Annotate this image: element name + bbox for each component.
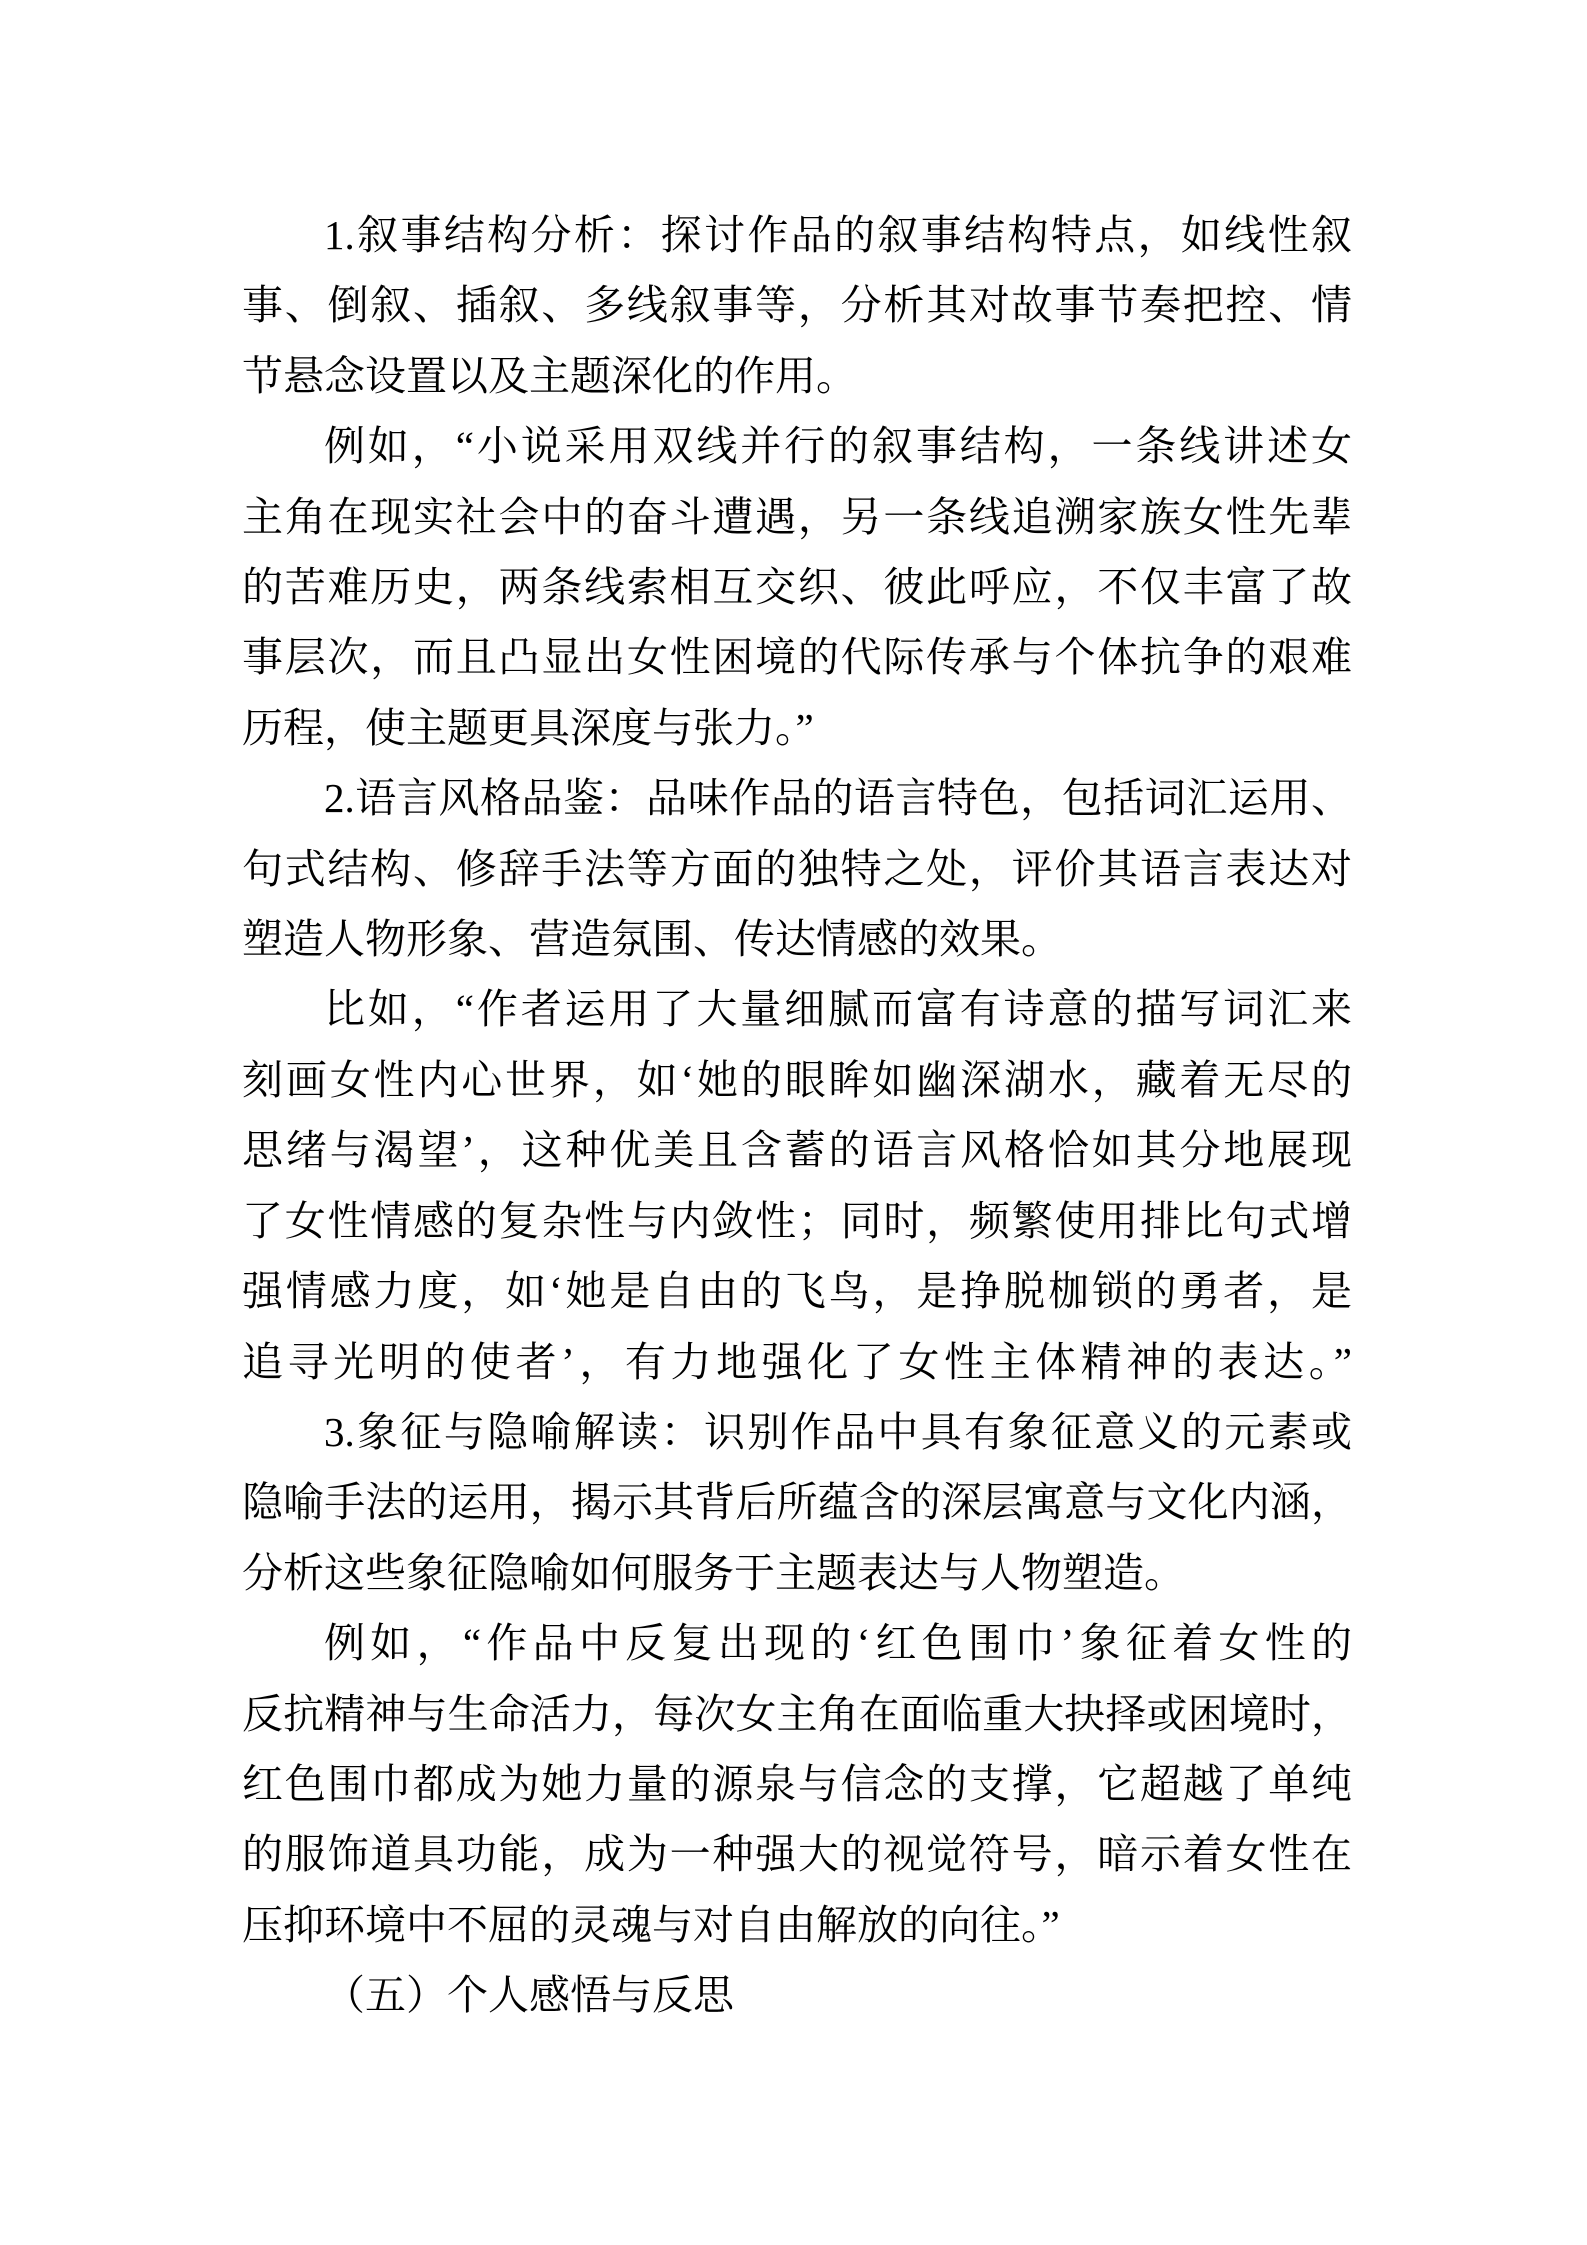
- text-line: 强情感力度，如‘她是自由的飞鸟，是挣脱枷锁的勇者，是: [242, 1268, 1352, 1315]
- text-line: 主角在现实社会中的奋斗遭遇，另一条线追溯家族女性先辈: [242, 493, 1352, 540]
- text-line: 的苦难历史，两条线索相互交织、彼此呼应，不仅丰富了故: [242, 564, 1352, 611]
- text-line: 句式结构、修辞手法等方面的独特之处，评价其语言表达对: [242, 845, 1352, 892]
- text-line: 压抑环境中不屈的灵魂与对自由解放的向往。”: [242, 1901, 1060, 1948]
- text-line: 隐喻手法的运用，揭示其背后所蕴含的深层寓意与文化内涵，: [242, 1479, 1352, 1526]
- text-line: 历程，使主题更具深度与张力。”: [242, 704, 814, 751]
- text-line: 红色围巾都成为她力量的源泉与信念的支撑，它超越了单纯: [242, 1760, 1352, 1807]
- text-line: 反抗精神与生命活力，每次女主角在面临重大抉择或困境时，: [242, 1690, 1352, 1737]
- text-line: 例如，“作品中反复出现的‘红色围巾’象征着女性的: [324, 1620, 1352, 1667]
- text-line: 了女性情感的复杂性与内敛性；同时，频繁使用排比句式增: [242, 1197, 1352, 1244]
- text-line: 事、倒叙、插叙、多线叙事等，分析其对故事节奏把控、情: [242, 282, 1352, 329]
- text-line: 思绪与渴望’，这种优美且含蓄的语言风格恰如其分地展现: [242, 1127, 1352, 1174]
- text-line: 分析这些象征隐喻如何服务于主题表达与人物塑造。: [242, 1549, 1185, 1596]
- text-line: 追寻光明的使者’，有力地强化了女性主体精神的表达。”: [242, 1338, 1352, 1385]
- text-line: 刻画女性内心世界，如‘她的眼眸如幽深湖水，藏着无尽的: [242, 1056, 1352, 1103]
- text-block: [242, 200, 1352, 2031]
- text-line: 的服饰道具功能，成为一种强大的视觉符号，暗示着女性在: [242, 1831, 1352, 1878]
- text-line: 2.语言风格品鉴：品味作品的语言特色，包括词汇运用、: [324, 775, 1352, 822]
- text-line: 比如，“作者运用了大量细腻而富有诗意的描写词汇来: [324, 986, 1352, 1033]
- text-line: 塑造人物形象、营造氛围、传达情感的效果。: [242, 916, 1062, 963]
- text-line: （五）个人感悟与反思: [324, 1972, 734, 2019]
- text-line: 3.象征与隐喻解读：识别作品中具有象征意义的元素或: [324, 1408, 1352, 1455]
- text-line: 事层次，而且凸显出女性困境的代际传承与个体抗争的艰难: [242, 634, 1352, 681]
- text-line: 例如，“小说采用双线并行的叙事结构，一条线讲述女: [324, 423, 1352, 470]
- text-line: 节悬念设置以及主题深化的作用。: [242, 352, 857, 399]
- text-line: 1.叙事结构分析：探讨作品的叙事结构特点，如线性叙: [324, 212, 1352, 258]
